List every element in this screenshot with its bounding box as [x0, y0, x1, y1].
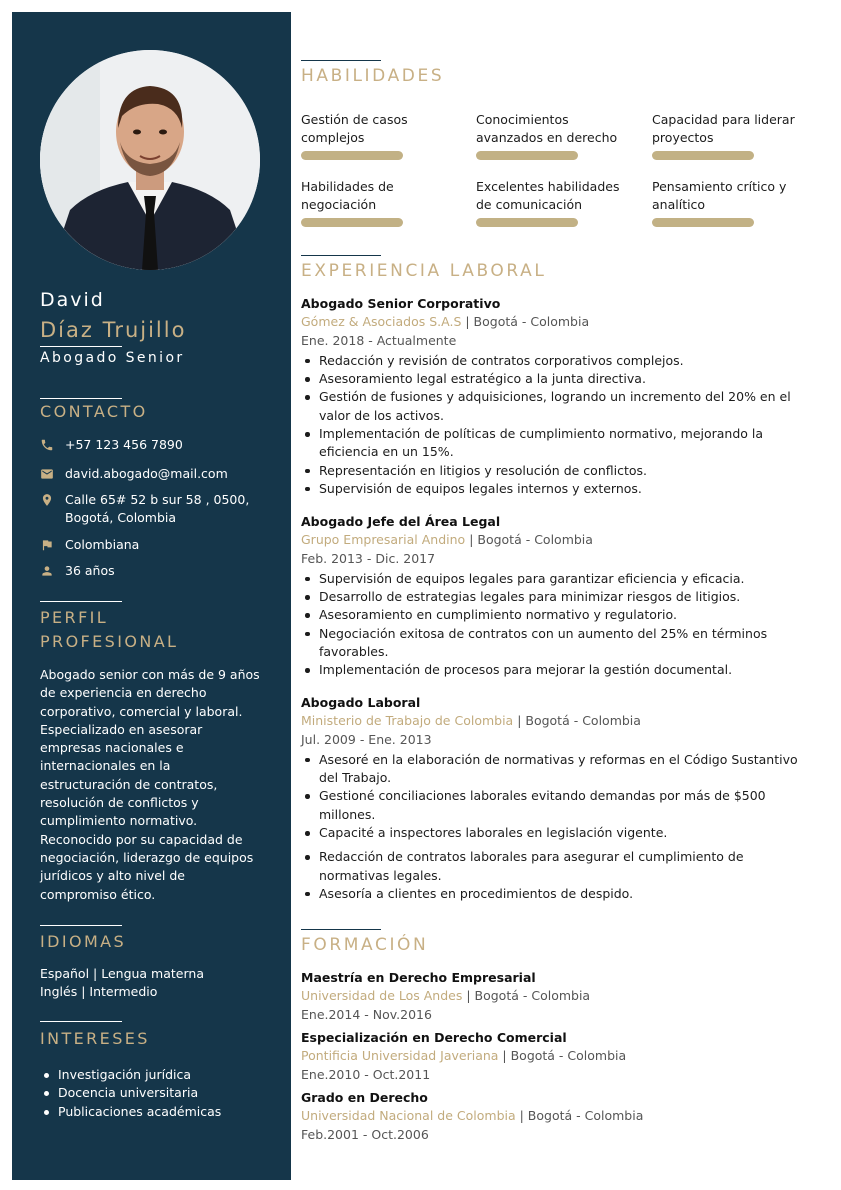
education-divider	[301, 929, 381, 930]
job-location: | Bogotá - Colombia	[465, 532, 593, 548]
job-company: Grupo Empresarial Andino	[301, 532, 466, 548]
education-location: | Bogotá - Colombia	[515, 1108, 644, 1124]
education-dates: Ene.2014 - Nov.2016	[301, 1006, 432, 1022]
skill-bar	[652, 151, 754, 160]
interest-item: Investigación jurídica	[40, 1066, 270, 1084]
skill-item	[476, 111, 636, 160]
location-pin-icon	[40, 493, 54, 507]
contact-title: CONTACTO	[40, 402, 148, 421]
interests-title: INTERESES	[40, 1029, 150, 1048]
education-title: FORMACIÓN	[301, 935, 429, 955]
job-company-line	[301, 313, 816, 331]
job-entry	[301, 513, 816, 680]
job-title: Abogado Jefe del Área Legal	[301, 514, 501, 529]
person-icon	[40, 564, 54, 578]
profile-title-line2: PROFESIONAL	[40, 632, 179, 651]
job-bullet: Asesoría a clientes en procedimientos de despido.	[301, 885, 816, 903]
interest-item: Docencia universitaria	[40, 1084, 270, 1102]
first-name: David	[40, 289, 105, 311]
languages-divider	[40, 925, 122, 926]
education-institution: Pontificia Universidad Javeriana	[301, 1048, 499, 1064]
job-entry	[301, 295, 816, 498]
interests-list	[40, 1066, 270, 1121]
education-entry	[301, 1089, 816, 1144]
language-item: Español | Lengua materna	[40, 966, 204, 981]
language-item: Inglés | Intermedio	[40, 984, 158, 1000]
skill-bar	[476, 218, 578, 227]
skill-label: Conocimientos avanzados en derecho	[476, 112, 618, 146]
education-institution-line	[301, 1107, 816, 1125]
job-location: | Bogotá - Colombia	[461, 314, 590, 330]
job-bullet: Redacción de contratos laborales para asegurar el cumplimiento de normativas legales.	[301, 848, 816, 885]
skill-label: Capacidad para liderar proyectos	[652, 112, 795, 146]
education-institution-line	[301, 987, 816, 1005]
education-institution-line	[301, 1047, 816, 1065]
job-dates: Feb. 2013 - Dic. 2017	[301, 550, 436, 566]
experience-divider	[301, 255, 381, 256]
contact-email-text: david.abogado@mail.com	[65, 466, 228, 481]
education-institution: Universidad de Los Andes	[301, 988, 463, 1004]
job-bullets	[301, 570, 816, 680]
job-bullet: Supervisión de equipos legales para garantizar eficiencia y eficacia.	[301, 570, 816, 588]
languages-list	[40, 965, 262, 1002]
job-bullet: Implementación de políticas de cumplimiento normativo, mejorando la eficiencia en un 15%.	[301, 425, 816, 462]
job-bullet: Redacción y revisión de contratos corporativos complejos.	[301, 352, 816, 370]
job-bullet: Asesoré en la elaboración de normativas y reformas en el Código Sustantivo del Trabajo.	[301, 751, 816, 788]
interest-item: Publicaciones académicas	[40, 1103, 270, 1121]
skill-label: Excelentes habilidades de comunicación	[476, 179, 620, 213]
job-company-line	[301, 531, 816, 549]
job-bullets	[301, 751, 816, 903]
profile-title-line1: PERFIL	[40, 608, 109, 627]
contact-age-text: 36 años	[65, 563, 115, 578]
job-dates: Jul. 2009 - Ene. 2013	[301, 731, 432, 747]
education-degree: Grado en Derecho	[301, 1090, 428, 1105]
education-dates: Ene.2010 - Oct.2011	[301, 1066, 431, 1082]
job-bullet: Supervisión de equipos legales internos y externos.	[301, 480, 816, 498]
education-location: | Bogotá - Colombia	[498, 1048, 627, 1064]
profile-photo	[40, 50, 260, 270]
job-bullet: Implementación de procesos para mejorar la gestión documental.	[301, 661, 816, 679]
job-bullet: Asesoramiento legal estratégico a la junta directiva.	[301, 370, 816, 388]
job-bullet: Gestioné conciliaciones laborales evitando demandas por más de $500 millones.	[301, 787, 816, 824]
profile-divider	[40, 601, 122, 602]
job-entry	[301, 694, 816, 903]
skill-item	[652, 178, 812, 227]
contact-address-text: Calle 65# 52 b sur 58 , 0500, Bogotá, Colombia	[65, 492, 250, 525]
sidebar	[12, 12, 291, 1180]
education-degree: Maestría en Derecho Empresarial	[301, 970, 536, 985]
skill-bar	[301, 218, 403, 227]
skills-divider	[301, 60, 381, 61]
job-company-line	[301, 712, 816, 730]
job-location: | Bogotá - Colombia	[513, 713, 641, 729]
education-degree: Especialización en Derecho Comercial	[301, 1030, 567, 1045]
job-bullet: Negociación exitosa de contratos con un aumento del 25% en términos favorables.	[301, 625, 816, 662]
profile-text: Abogado senior con más de 9 años de experiencia en derecho corporativo, comercial y laboral. Especializado en asesorar empresas nacionales e internacionales en la estructuración de contratos, resolución de conflictos y cumplimiento normativo. Reconocido por su capacidad de negociación, liderazgo de equipos jurídicos y alto nivel de compromiso ético.	[40, 667, 260, 902]
contact-divider	[40, 398, 122, 399]
job-title: Abogado Senior Corporativo	[301, 296, 501, 311]
experience-title: EXPERIENCIA LABORAL	[301, 261, 547, 281]
job-bullet: Asesoramiento en cumplimiento normativo y regulatorio.	[301, 606, 816, 624]
last-name: Díaz Trujillo	[40, 318, 187, 342]
education-location: | Bogotá - Colombia	[462, 988, 591, 1004]
interests-divider	[40, 1021, 122, 1022]
skill-bar	[652, 218, 754, 227]
skill-item	[652, 111, 812, 160]
skill-item	[476, 178, 636, 227]
mail-icon	[40, 467, 54, 481]
contact-phone-text: +57 123 456 7890	[65, 437, 183, 452]
job-dates: Ene. 2018 - Actualmente	[301, 332, 457, 348]
skill-label: Habilidades de negociación	[301, 179, 394, 213]
education-dates: Feb.2001 - Oct.2006	[301, 1126, 429, 1142]
job-bullet: Capacité a inspectores laborales en legislación vigente.	[301, 824, 816, 842]
skill-label: Gestión de casos complejos	[301, 112, 408, 146]
job-title: Abogado Laboral	[301, 695, 421, 710]
name-divider	[40, 346, 122, 347]
job-title: Abogado Senior	[40, 350, 185, 366]
job-company: Ministerio de Trabajo de Colombia	[301, 713, 514, 729]
job-bullets	[301, 352, 816, 498]
job-bullet: Desarrollo de estrategias legales para minimizar riesgos de litigios.	[301, 588, 816, 606]
skill-label: Pensamiento crítico y analítico	[652, 179, 787, 213]
education-entry	[301, 1029, 816, 1084]
education-institution: Universidad Nacional de Colombia	[301, 1108, 516, 1124]
skills-title: HABILIDADES	[301, 66, 445, 86]
skill-bar	[476, 151, 578, 160]
job-company: Gómez & Asociados S.A.S	[301, 314, 462, 330]
skill-item	[301, 178, 461, 227]
job-bullet: Representación en litigios y resolución de conflictos.	[301, 462, 816, 480]
education-entry	[301, 969, 816, 1024]
phone-icon	[40, 438, 54, 452]
flag-icon	[40, 538, 54, 552]
job-bullet: Gestión de fusiones y adquisiciones, logrando un incremento del 20% en el valor de los activos.	[301, 388, 816, 425]
skill-item	[301, 111, 461, 160]
skill-bar	[301, 151, 403, 160]
languages-title: IDIOMAS	[40, 932, 127, 951]
contact-nationality-text: Colombiana	[65, 537, 140, 552]
